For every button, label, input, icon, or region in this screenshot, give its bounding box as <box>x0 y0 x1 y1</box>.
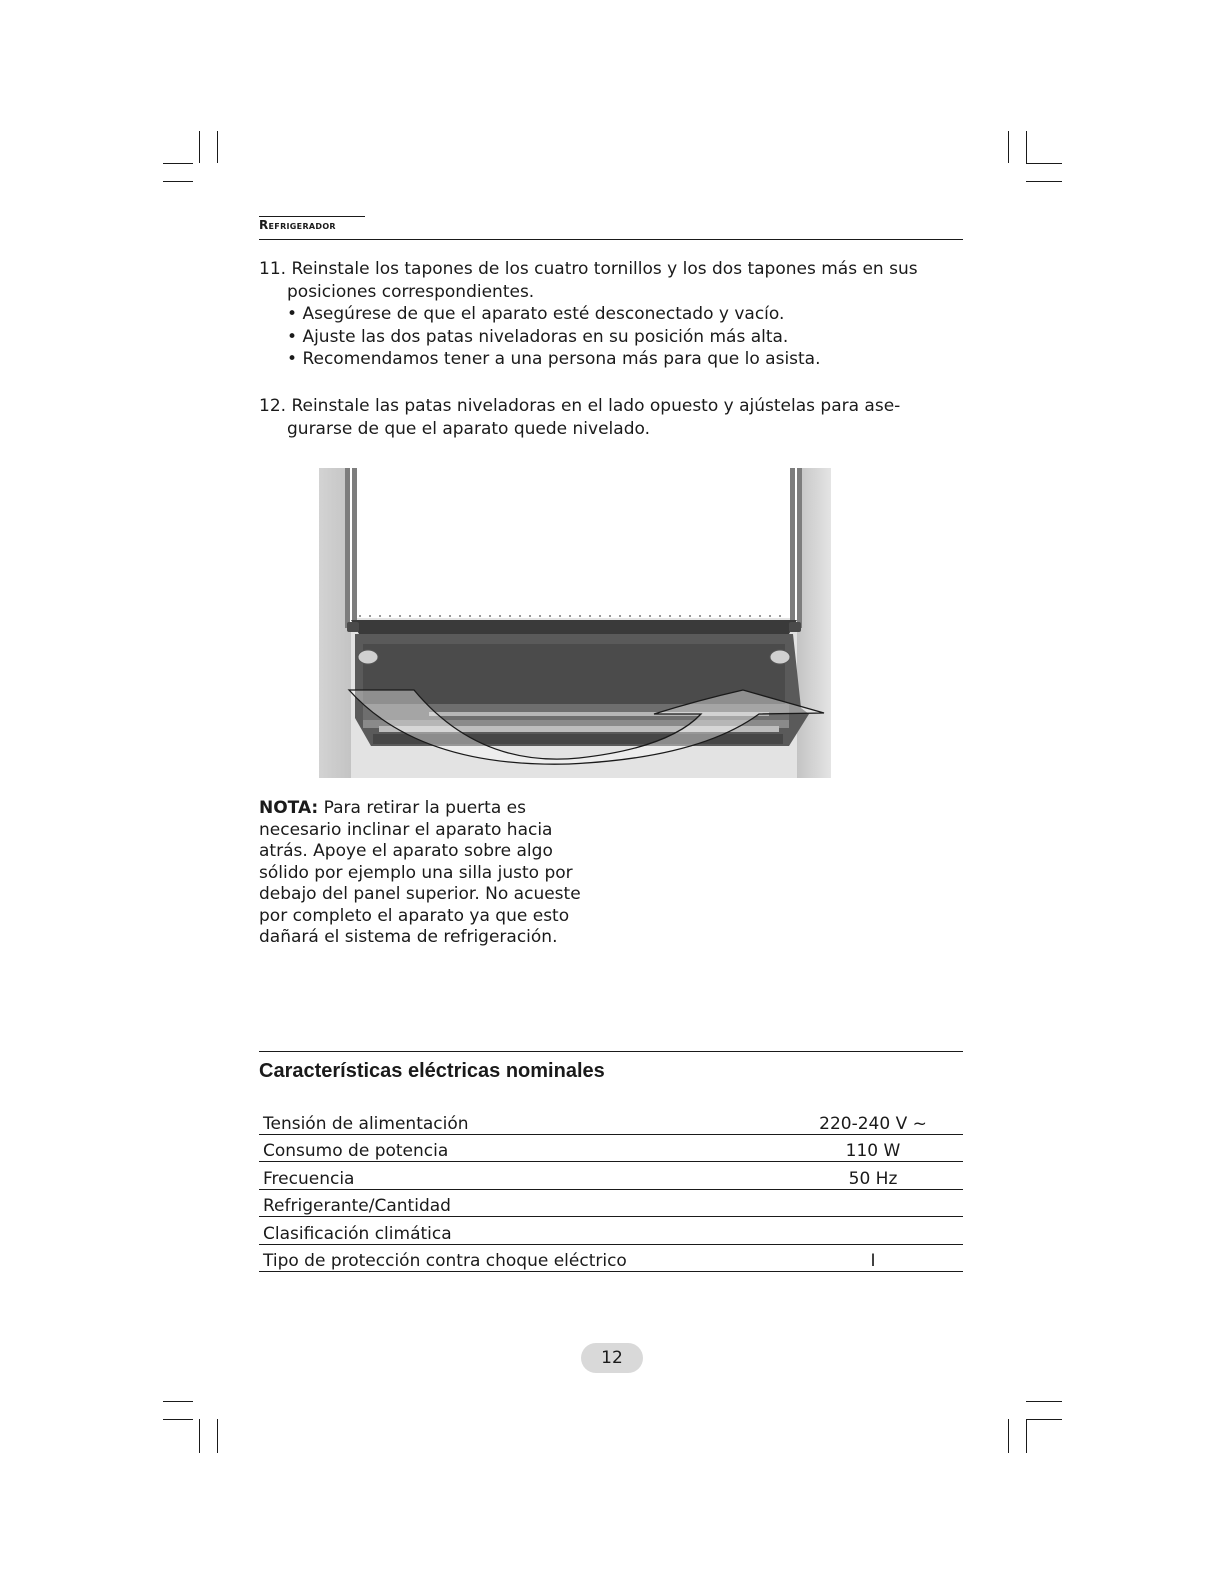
table-row <box>259 1244 963 1272</box>
section-header-label: Refrigerador <box>259 218 336 232</box>
table-row <box>259 1217 963 1245</box>
table-row <box>259 1162 963 1190</box>
spec-label: Tipo de protección contra choque eléctrico <box>259 1244 779 1272</box>
section-rule <box>259 1051 963 1052</box>
spec-value: 220-240 V ~ <box>779 1107 963 1134</box>
spec-value <box>779 1217 963 1245</box>
spec-value: I <box>779 1244 963 1272</box>
specs-title: Características eléctricas nominales <box>259 1060 605 1082</box>
spec-label: Refrigerante/Cantidad <box>259 1189 779 1217</box>
bullet-item: • Recomendamos tener a una persona más para que lo asista. <box>287 348 969 371</box>
specs-table <box>259 1107 963 1272</box>
step-11-continuation: posiciones correspondientes. <box>287 281 535 302</box>
note-label: NOTA: <box>259 798 319 818</box>
step-12-text: 12. Reinstale las patas niveladoras en el lado opuesto y ajústelas para ase- <box>259 396 901 416</box>
step-12 <box>259 395 969 440</box>
spec-value <box>779 1189 963 1217</box>
bullet-item: • Ajuste las dos patas niveladoras en su posición más alta. <box>287 326 969 349</box>
spec-label: Consumo de potencia <box>259 1134 779 1162</box>
spec-label: Frecuencia <box>259 1162 779 1190</box>
note-paragraph <box>259 798 599 949</box>
bullet-item: • Asegúrese de que el aparato esté desconectado y vacío. <box>287 303 969 326</box>
table-row <box>259 1107 963 1134</box>
refrigerator-illustration <box>319 468 831 778</box>
page-number: 12 <box>581 1343 643 1373</box>
table-row <box>259 1189 963 1217</box>
spec-label: Tensión de alimentación <box>259 1107 779 1134</box>
spec-value: 50 Hz <box>779 1162 963 1190</box>
header-label-rule <box>259 216 365 217</box>
step-11-text: 11. Reinstale los tapones de los cuatro tornillos y los dos tapones más en sus <box>259 259 918 279</box>
table-row <box>259 1134 963 1162</box>
spec-value: 110 W <box>779 1134 963 1162</box>
header-rule <box>259 239 963 240</box>
step-11 <box>259 258 969 371</box>
step-11-bullets <box>259 303 969 371</box>
spec-label: Clasificación climática <box>259 1217 779 1245</box>
step-12-continuation: gurarse de que el aparato quede nivelado. <box>287 418 650 439</box>
note-text: Para retirar la puerta es necesario inclinar el aparato hacia atrás. Apoye el aparato sobre algo sólido por ejemplo una silla justo por debajo del panel superior. No acueste por completo el aparato ya que esto dañará el sistema de refrigeración. <box>259 798 581 947</box>
